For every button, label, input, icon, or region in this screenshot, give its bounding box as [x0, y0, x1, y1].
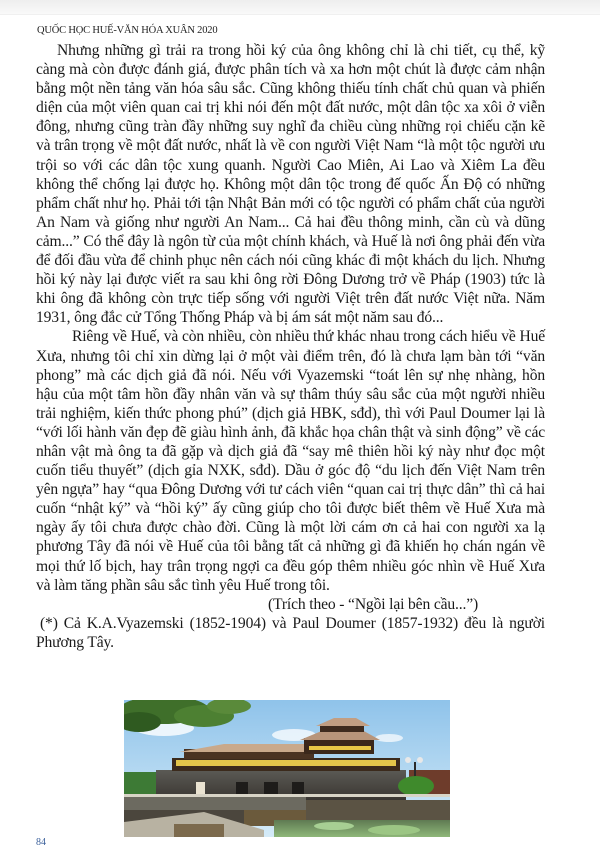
paragraph-1: Nhưng những gì trải ra trong hồi ký của ông không chỉ là chi tiết, cụ thể, kỹ càng mà còn được đánh giá, được phân tích và xa hơn một chút là được cảm nhận bằng một nền tảng văn hóa sâu sắc. Cũng không thiếu tính chất chủ quan và phiến diện của một viên quan cai trị khi nói đến một đất nước, một dân tộc xa xôi ở viễn đông, nhưng cũng tràn đầy những suy nghĩ đa chiều cùng những rọi chiếu cặn kẽ và trân trọng về một đất nước, nhất là về con người Việt Nam “là một tộc người ưu trội so với các dân tộc xung quanh. Người Cao Miên, Ai Lao và Xiêm La đều không thể chống lại được họ. Không một dân tộc trong đế quốc Ấn Độ có những phẩm chất như họ. Phải tới tận Nhật Bản mới có tộc người có phẩm chất của người An Nam và giống như người An Nam... Cả hai đều thông minh, cần cù và dũng cảm...” Có thể đây là ngôn từ của một chính khách, và Huế là nơi ông phải đến vừa để đối đầu vừa để chinh phục nên cách nói cũng khác đi một khách du lịch. Nhưng hồi ký này lại được viết ra sau khi ông rời Đông Dương trở về Pháp (1903) tức là khi ông đã không còn trực tiếp sống với người Việt trên đất nước Việt nữa. Năm 1931, ông đắc cử Tổng Thống Pháp và bị ám sát một năm sau đó... [36, 42, 545, 327]
paragraph-2: Riêng về Huế, và còn nhiều, còn nhiều thứ khác nhau trong cách hiểu về Huế Xưa, nhưng tôi chỉ xin dừng lại ở một vài điểm trên, đó là chưa lạm bàn tới “văn phong” mà các dịch giả đã nói. Nếu với Vyazemski “toát lên sự nhẹ nhàng, hồn hậu của một tâm hồn đầy nhân văn và sự thâm thúy sâu sắc của một người nhiều trải nghiệm, kiến thức phong phú” (dịch giả HBK, sđd), thì với Paul Doumer lại là “với lối hành văn đẹp đẽ giàu hình ảnh, đã khắc họa chân thật và sinh động” về các nhân vật mà ông ta đã gặp và dịch giả đã “say mê thiên hồi ký này như đọc một cuốn tiểu thuyết” (dịch gỉa NXK, sđd). Dầu ở góc độ “du lịch đến Việt Nam trên yên ngựa” hay “qua Đông Dương với tư cách viên “quan cai trị thực dân” thì cả hai cuốn “nhật ký” và “hồi ký” ấy cũng giúp cho tôi được biết thêm về Huế Xưa mà ngày ấy tôi chưa được chào đời. Cũng là một lời cám ơn cả hai con người xa lạ phương Tây đã nói về Huế của tôi bằng tất cả những gì đã khiến họ chán ngán về mọi thứ lố bịch, hay trân trọng ngợi ca đều góp thêm nhiều góc nhìn về Huế Xưa và làm tăng phần sâu sắc tình yêu Huế trong tôi. [36, 328, 545, 594]
lotus-pond [274, 820, 450, 837]
bridge [124, 796, 306, 810]
footnote: (*) Cả K.A.Vyazemski (1852-1904) và Paul Doumer (1857-1932) đều là người Phương Tây. [36, 614, 545, 651]
attribution: (Trích theo - “Ngồi lại bên cầu...”) [268, 595, 479, 613]
article-body [36, 41, 545, 652]
page-number: 84 [36, 837, 46, 848]
page-top-band [0, 0, 600, 15]
running-head: QUỐC HỌC HUẾ-VĂN HÓA XUÂN 2020 [37, 25, 218, 36]
ngo-mon-gate-photo [124, 700, 450, 837]
